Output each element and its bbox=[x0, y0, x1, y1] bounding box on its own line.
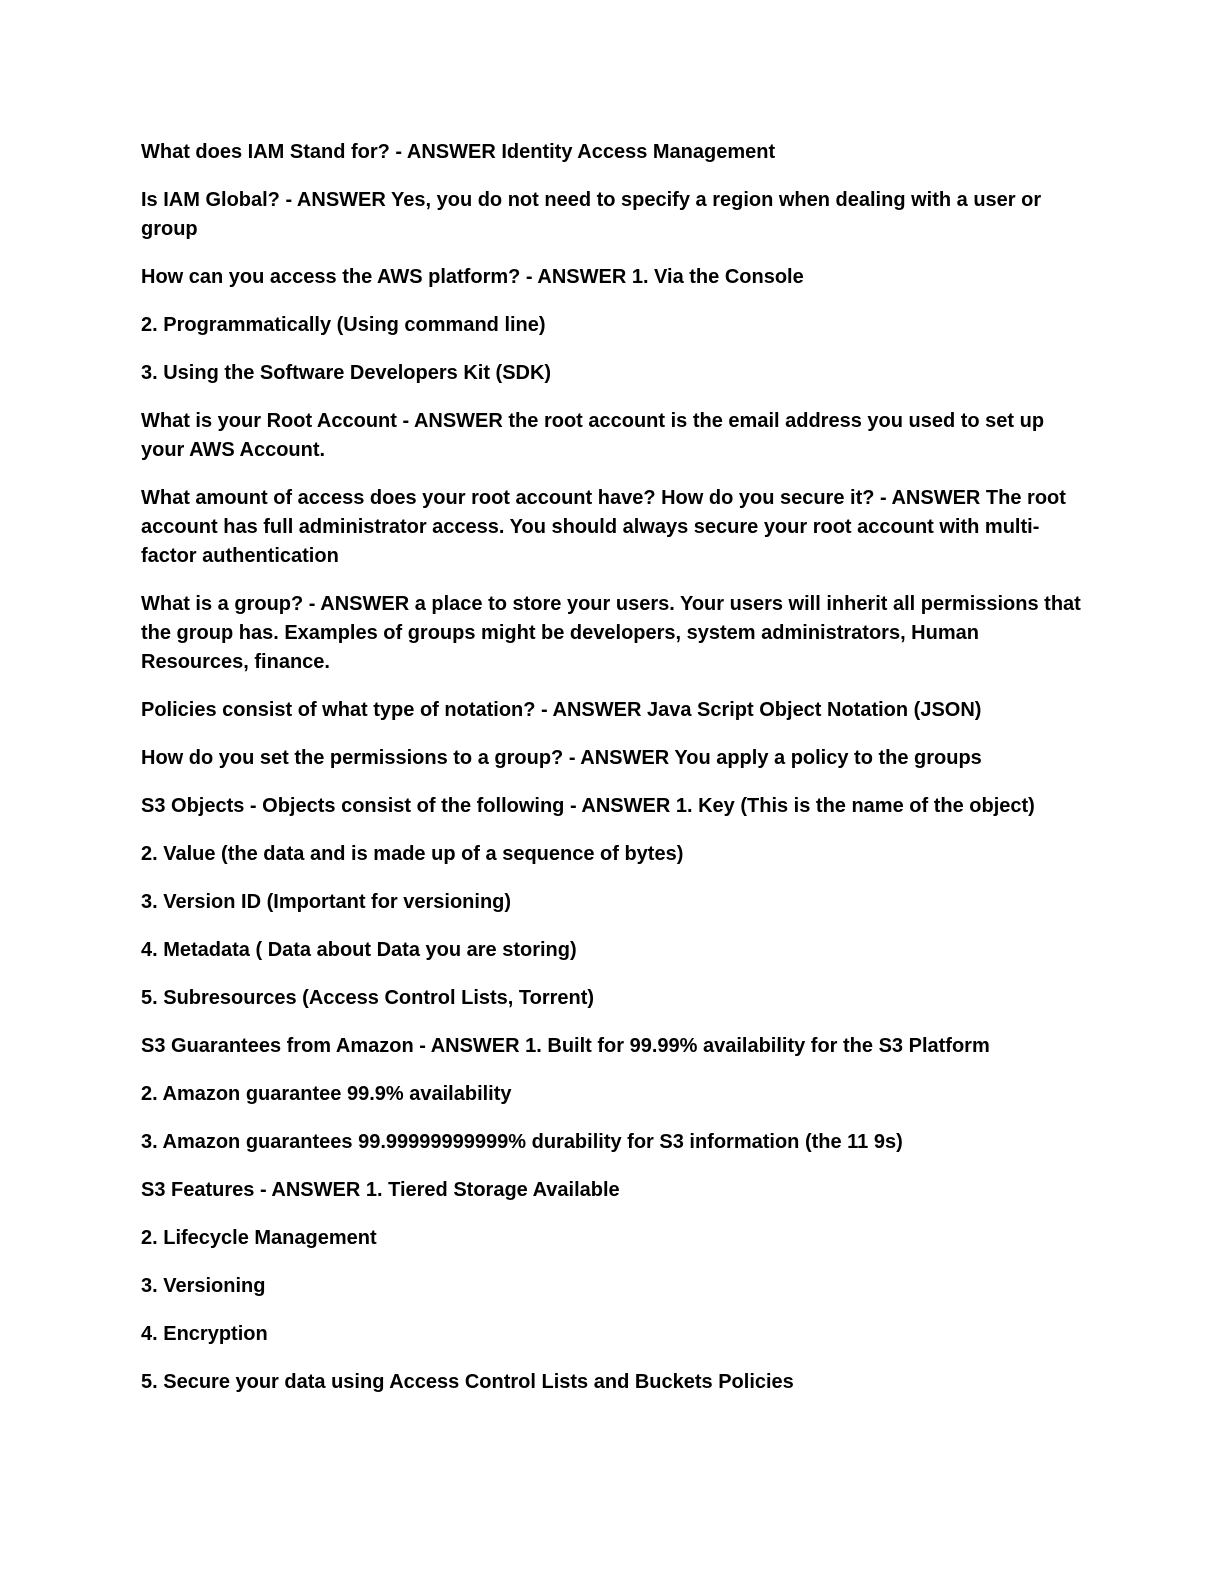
paragraph-iam-global: Is IAM Global? - ANSWER Yes, you do not need to specify a region when dealing with a user or group bbox=[141, 189, 1042, 240]
paragraph-group-permissions: How do you set the permissions to a group? - ANSWER You apply a policy to the groups bbox=[141, 747, 982, 769]
paragraph-s3-secure: 5. Secure your data using Access Control Lists and Buckets Policies bbox=[141, 1371, 794, 1393]
paragraph-s3-subresources: 5. Subresources (Access Control Lists, Torrent) bbox=[141, 987, 595, 1009]
paragraph-s3-features: S3 Features - ANSWER 1. Tiered Storage Available bbox=[141, 1179, 620, 1201]
paragraph-root-access: What amount of access does your root account have? How do you secure it? - ANSWER The root account has full administrator access. You should always secure your root account with multi-factor authentication bbox=[141, 487, 1066, 567]
paragraph-s3-guarantees: S3 Guarantees from Amazon - ANSWER 1. Built for 99.99% availability for the S3 Platform bbox=[141, 1035, 990, 1057]
paragraph-s3-durability: 3. Amazon guarantees 99.99999999999% durability for S3 information (the 11 9s) bbox=[141, 1131, 903, 1153]
paragraph-s3-metadata: 4. Metadata ( Data about Data you are storing) bbox=[141, 939, 577, 961]
paragraph-s3-encryption: 4. Encryption bbox=[141, 1323, 268, 1345]
paragraph-policy-notation: Policies consist of what type of notation? - ANSWER Java Script Object Notation (JSON) bbox=[141, 699, 982, 721]
paragraph-s3-value: 2. Value (the data and is made up of a sequence of bytes) bbox=[141, 843, 684, 865]
paragraph-access-platform: How can you access the AWS platform? - ANSWER 1. Via the Console bbox=[141, 266, 804, 288]
paragraph-root-account: What is your Root Account - ANSWER the root account is the email address you used to set up your AWS Account. bbox=[141, 410, 1045, 461]
paragraph-s3-objects: S3 Objects - Objects consist of the following - ANSWER 1. Key (This is the name of the object) bbox=[141, 795, 1035, 817]
paragraph-s3-versioning: 3. Versioning bbox=[141, 1275, 266, 1297]
paragraph-access-sdk: 3. Using the Software Developers Kit (SDK) bbox=[141, 362, 552, 384]
paragraph-access-programmatic: 2. Programmatically (Using command line) bbox=[141, 314, 546, 336]
paragraph-iam-acronym: What does IAM Stand for? - ANSWER Identity Access Management bbox=[141, 141, 776, 163]
paragraph-s3-availability: 2. Amazon guarantee 99.9% availability bbox=[141, 1083, 512, 1105]
paragraph-group: What is a group? - ANSWER a place to store your users. Your users will inherit all permissions that the group has. Examples of groups might be developers, system administrators, Human Resources, finance. bbox=[141, 593, 1081, 673]
paragraph-s3-lifecycle: 2. Lifecycle Management bbox=[141, 1227, 377, 1249]
paragraph-s3-version-id: 3. Version ID (Important for versioning) bbox=[141, 891, 512, 913]
document-body bbox=[141, 138, 1081, 1416]
